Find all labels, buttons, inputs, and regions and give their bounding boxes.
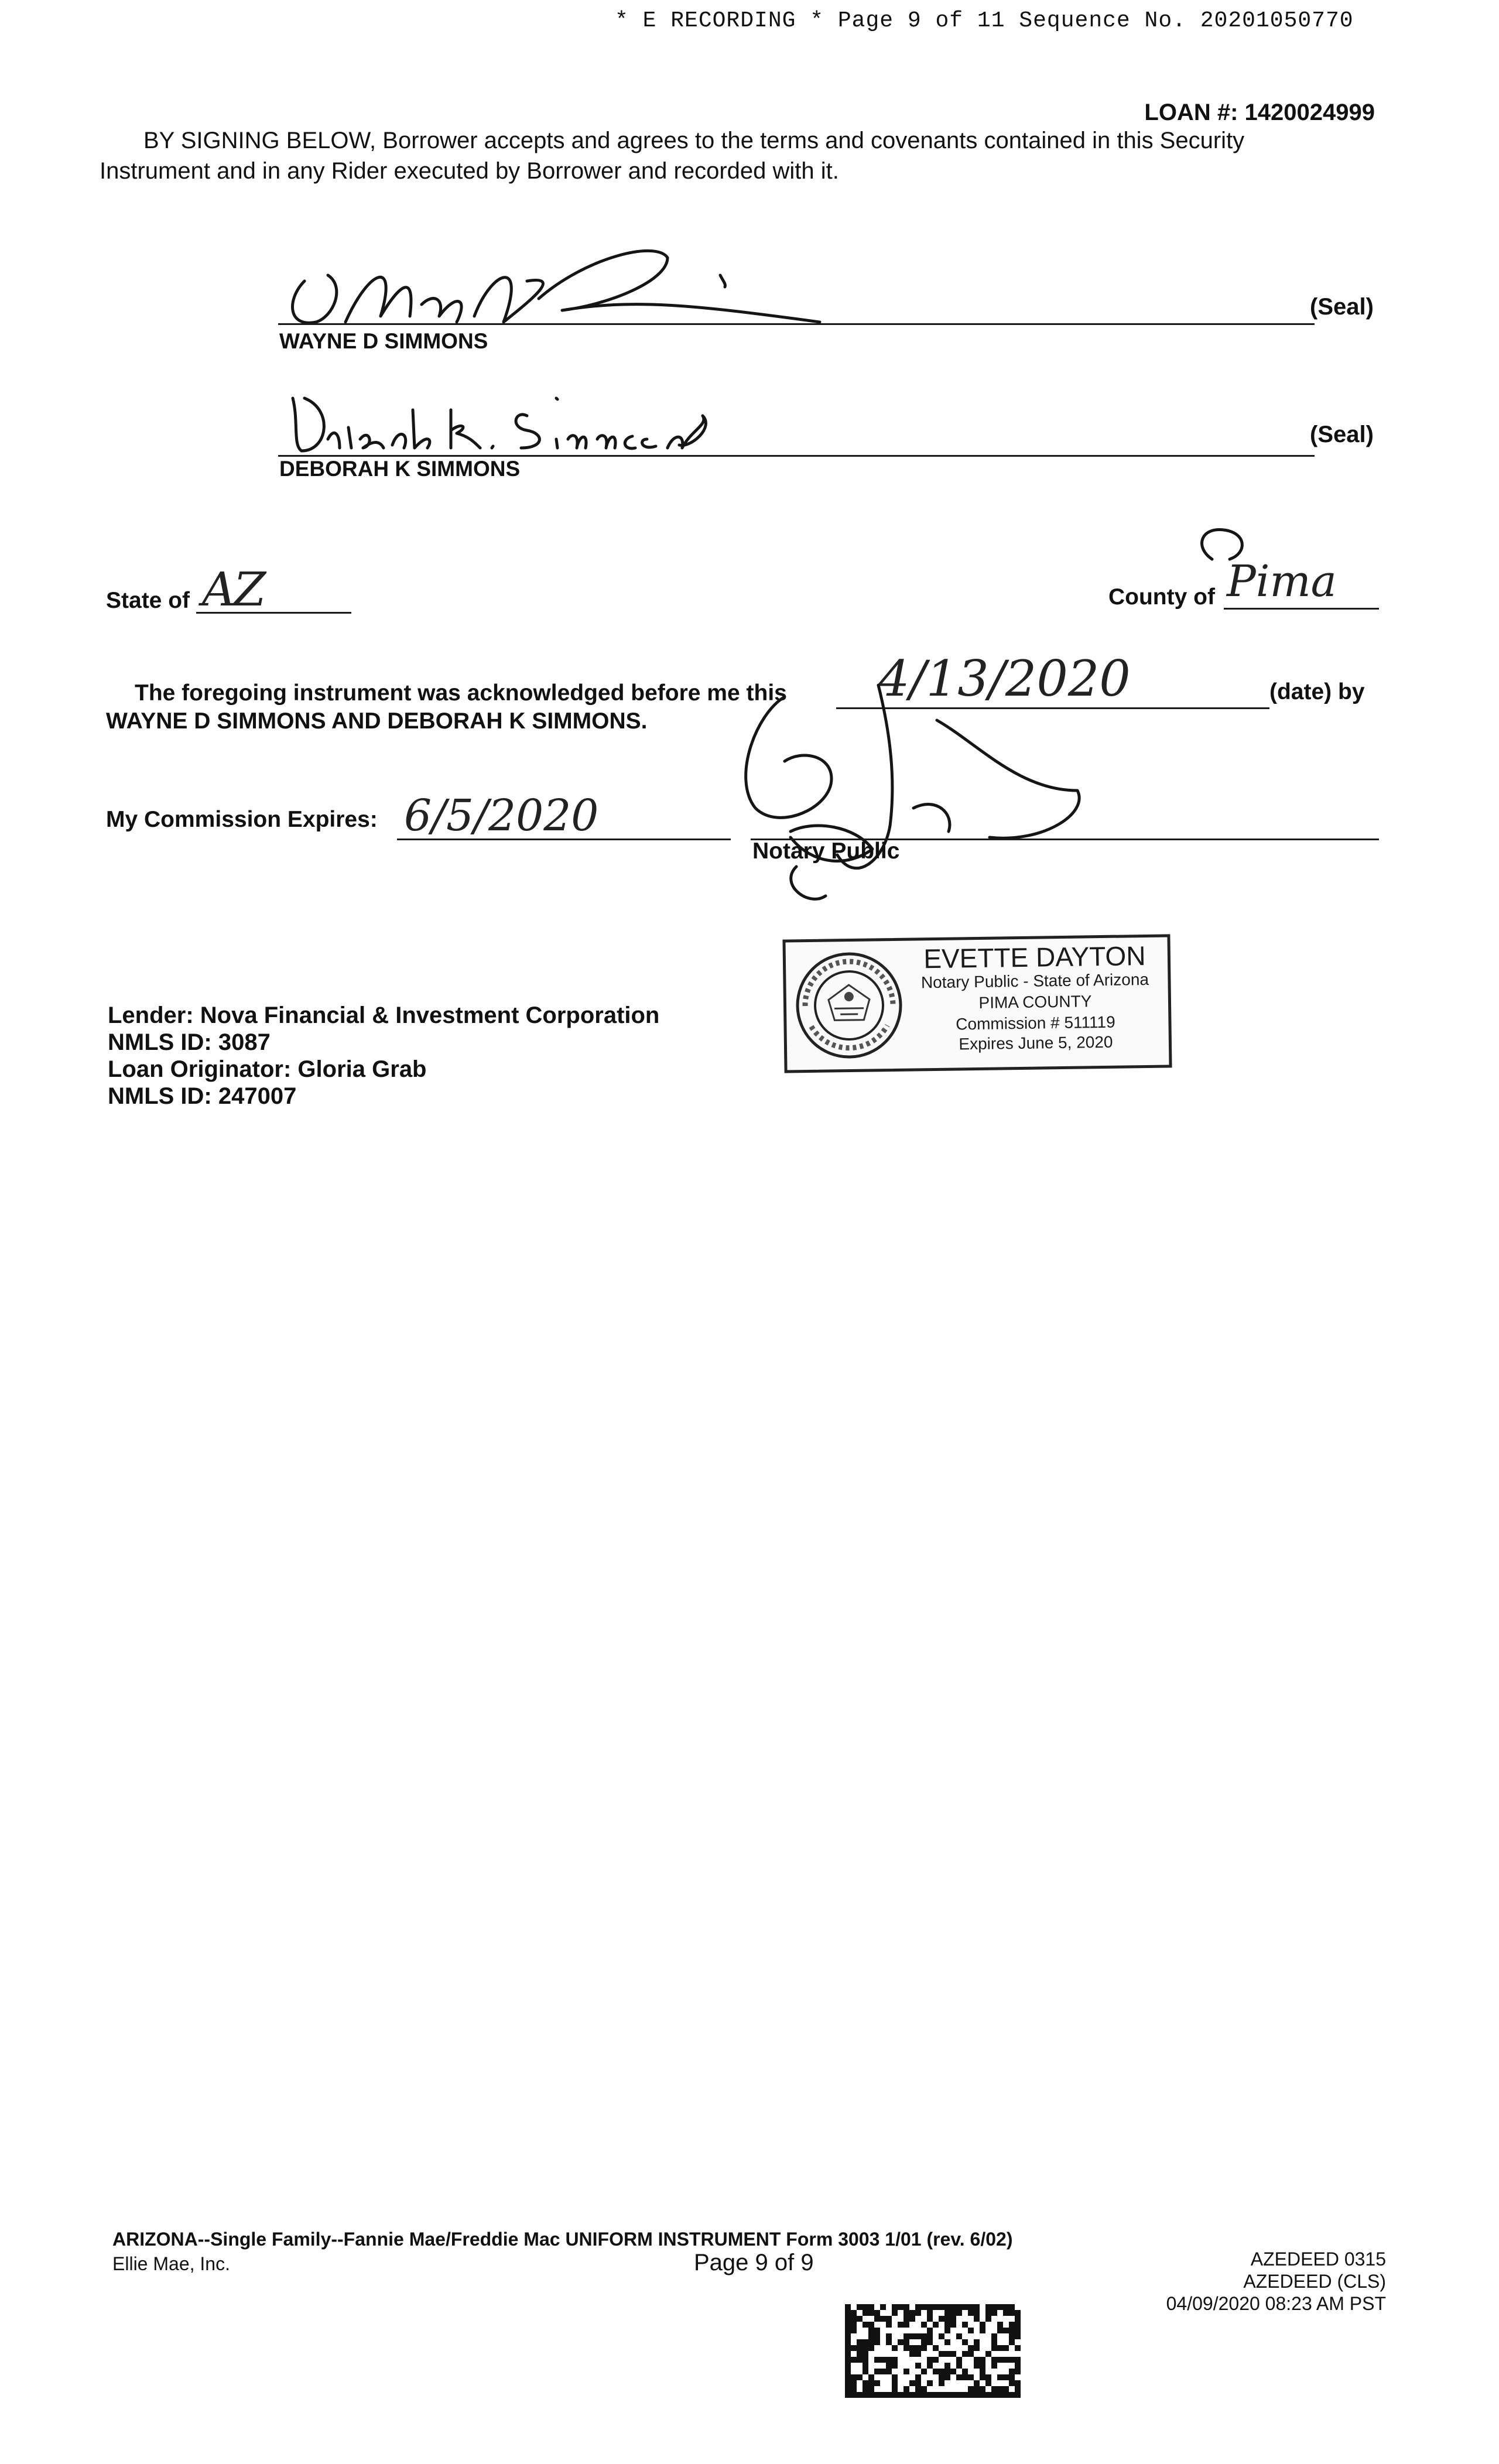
signer-name-deborah: DEBORAH K SIMMONS — [279, 457, 521, 481]
signature-deborah — [281, 375, 761, 463]
loan-originator: Loan Originator: Gloria Grab — [108, 1056, 427, 1082]
county-flourish — [1189, 524, 1259, 565]
seal-label-wayne: (Seal) — [1310, 294, 1374, 320]
recording-header: * E RECORDING * Page 9 of 11 Sequence No. 20201050770 — [615, 8, 1354, 33]
commission-date: 6/5/2020 — [404, 790, 599, 841]
loan-number: LOAN #: 1420024999 — [1144, 100, 1375, 125]
stamp-line-5: Expires June 5, 2020 — [959, 1032, 1113, 1053]
state-value: AZ — [202, 562, 264, 617]
state-line — [196, 612, 351, 614]
intro-line-2: Instrument and in any Rider executed by Borrower and recorded with it. — [100, 158, 839, 184]
stamp-line-3: PIMA COUNTY — [978, 992, 1092, 1012]
notary-public-label: Notary Public — [752, 839, 900, 864]
footer-code-1: AZEDEED 0315 — [1250, 2249, 1386, 2270]
lender-nmls: NMLS ID: 3087 — [108, 1029, 271, 1055]
seal-label-deborah: (Seal) — [1310, 422, 1374, 447]
ack-suffix: (date) by — [1269, 679, 1365, 704]
lender-name: Lender: Nova Financial & Investment Corporation — [108, 1002, 660, 1028]
state-label: State of — [106, 588, 190, 613]
ack-text: The foregoing instrument was acknowledged before me this — [135, 680, 787, 706]
arizona-seal-icon — [793, 949, 906, 1062]
county-line — [1224, 608, 1379, 610]
county-value: Pima — [1227, 556, 1337, 607]
originator-nmls: NMLS ID: 247007 — [108, 1083, 297, 1109]
footer-form-line: ARIZONA--Single Family--Fannie Mae/Freddie Mac UNIFORM INSTRUMENT Form 3003 1/01 (rev. 6/02) — [112, 2229, 1013, 2250]
ack-date: 4/13/2020 — [878, 650, 1131, 707]
county-label: County of — [1108, 584, 1215, 610]
signer-name-wayne: WAYNE D SIMMONS — [279, 329, 488, 353]
stamp-name: EVETTE DAYTON — [923, 940, 1146, 974]
stamp-line-4: Commission # 511119 — [956, 1012, 1115, 1033]
commission-line — [397, 839, 731, 840]
footer-code-2: AZEDEED (CLS) — [1243, 2271, 1386, 2292]
commission-label: My Commission Expires: — [106, 807, 378, 832]
intro-line-1: BY SIGNING BELOW, Borrower accepts and agrees to the terms and covenants contained in this Security — [143, 128, 1245, 153]
signature-line-wayne — [278, 323, 1315, 325]
barcode-icon — [845, 2304, 1021, 2398]
notary-signature — [714, 662, 1101, 913]
ack-names: WAYNE D SIMMONS AND DEBORAH K SIMMONS. — [106, 709, 648, 734]
footer-timestamp: 04/09/2020 08:23 AM PST — [1166, 2293, 1386, 2314]
stamp-line-2: Notary Public - State of Arizona — [920, 970, 1149, 992]
footer-publisher: Ellie Mae, Inc. — [112, 2253, 230, 2274]
notary-stamp — [782, 934, 1172, 1073]
footer-page: Page 9 of 9 — [694, 2250, 814, 2275]
